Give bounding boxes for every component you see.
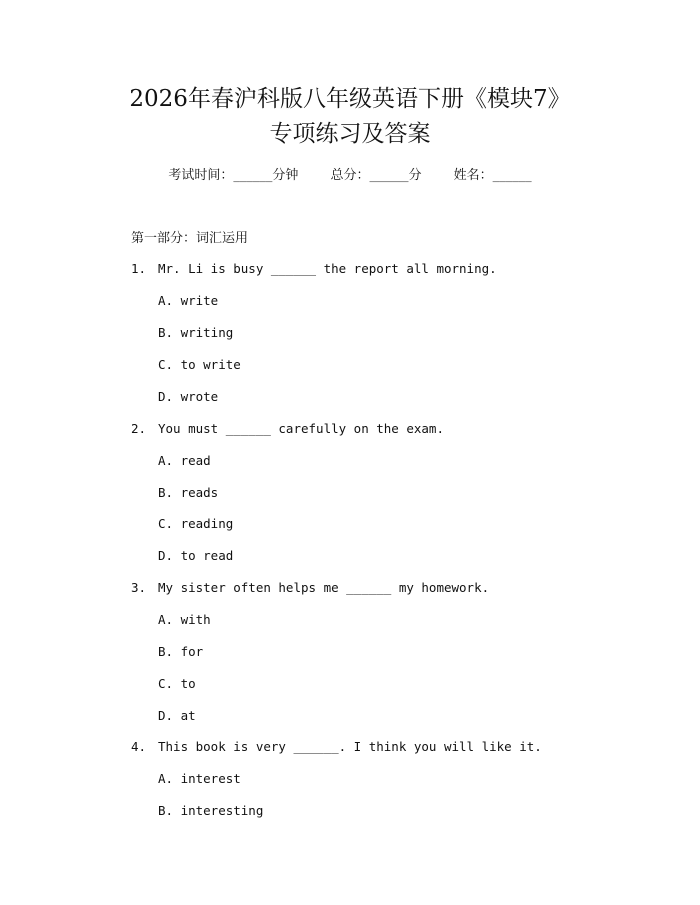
question-3 [131,578,489,598]
question-number: 3. [131,580,147,595]
question-text: Mr. Li is busy ______ the report all morning. [158,261,497,276]
question-4-option-b: B. interesting [158,803,264,818]
question-2-option-a: A. read [158,453,211,468]
question-number: 2. [131,421,147,436]
question-1-option-d: D. wrote [158,389,219,404]
question-1 [131,259,497,279]
question-text: My sister often helps me ______ my homework. [158,580,490,595]
question-3-option-d: D. at [158,708,196,723]
student-name-field: 姓名：______ [453,168,532,183]
question-1-option-c: C. to write [158,357,241,372]
question-1-option-b: B. writing [158,325,234,340]
exam-info [0,166,700,186]
document-subtitle: 专项练习及答案 [269,121,431,147]
section-title: 第一部分：词汇运用 [131,231,249,246]
question-text: This book is very ______. I think you will like it. [158,739,542,754]
question-number: 1. [131,261,147,276]
question-3-option-b: B. for [158,644,204,659]
question-2-option-d: D. to read [158,548,234,563]
question-2-option-b: B. reads [158,485,219,500]
question-number: 4. [131,739,147,754]
document-title: 2026年春沪科版八年级英语下册《模块7》 [129,86,571,112]
question-1-option-a: A. write [158,293,219,308]
question-3-option-a: A. with [158,612,211,627]
question-2 [131,419,444,439]
exam-time-field: 考试时间：______分钟 [168,168,299,183]
total-score-field: 总分：______分 [330,168,422,183]
question-2-option-c: C. reading [158,516,234,531]
question-4-option-a: A. interest [158,771,241,786]
question-4 [131,737,542,757]
question-text: You must ______ carefully on the exam. [158,421,444,436]
question-3-option-c: C. to [158,676,196,691]
